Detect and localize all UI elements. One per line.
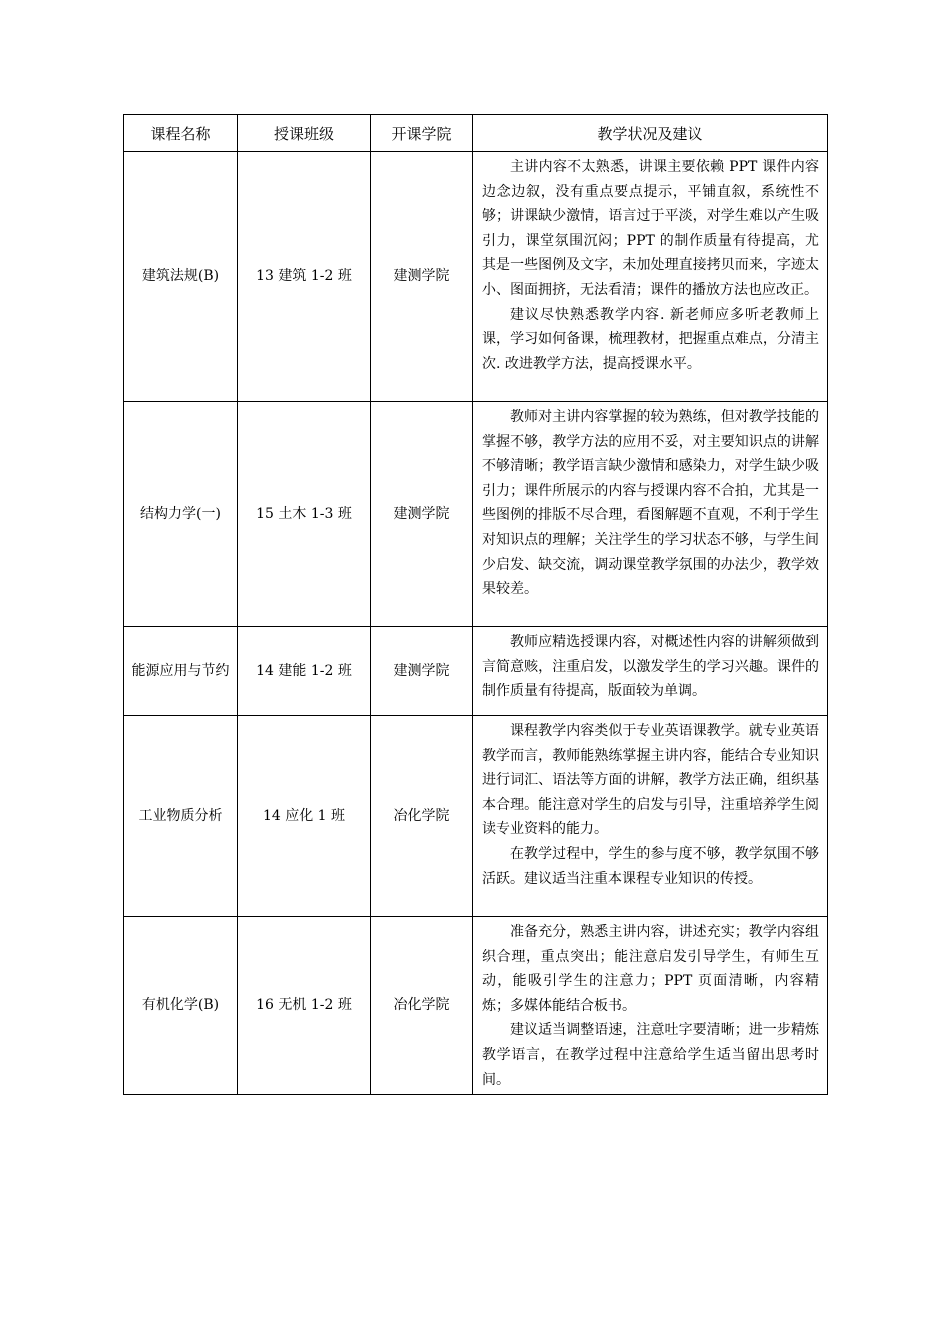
course-name-cell: 建筑法规(B) [124, 152, 238, 402]
table-row [124, 402, 828, 627]
remarks-paragraph: 教师对主讲内容掌握的较为熟练，但对教学技能的掌握不够，教学方法的应用不妥，对主要知识点的讲解不够清晰；教学语言缺少激情和感染力，对学生缺少吸引力；课件所展示的内容与授课内容不合拍，尤其是一些图例的排版不尽合理，看图解题不直观，不利于学生对知识点的理解；关注学生的学习状态不够，与学生间少启发、缺交流，调动课堂教学氛围的办法少，教学效果较差。 [482, 409, 819, 598]
remarks-cell [473, 152, 828, 402]
table-row [124, 152, 828, 402]
class-cell: 13 建筑 1-2 班 [238, 152, 371, 402]
header-row [124, 115, 828, 152]
class-cell: 14 建能 1-2 班 [238, 627, 371, 716]
remarks-paragraph: 主讲内容不太熟悉，讲课主要依赖 PPT 课件内容边念边叙，没有重点要点提示，平铺直叙，系统性不够；讲课缺少激情，语言过于平淡，对学生难以产生吸引力，课堂氛围沉闷；PPT 的制作质量有待提高，尤其是一些图例及文字，未加处理直接拷贝而来，字迹太小、图面拥挤，无法看清；课件的播放方法也应改正。 [482, 159, 819, 298]
header-course-name: 课程名称 [124, 115, 238, 152]
remarks-paragraph: 建议尽快熟悉教学内容. 新老师应多听老教师上课，学习如何备课，梳理教材，把握重点难点，分清主次. 改进教学方法，提高授课水平。 [482, 306, 819, 372]
table-row [124, 627, 828, 716]
college-cell: 建测学院 [371, 402, 473, 627]
teaching-evaluation-table [123, 114, 828, 1095]
college-cell: 建测学院 [371, 152, 473, 402]
remarks-cell [473, 402, 828, 627]
remarks-paragraph: 建议适当调整语速，注意吐字要清晰；进一步精炼教学语言，在教学过程中注意给学生适当留出思考时间。 [482, 1022, 819, 1088]
remarks-paragraph: 准备充分，熟悉主讲内容，讲述充实；教学内容组织合理，重点突出；能注意启发引导学生，有师生互动，能吸引学生的注意力；PPT 页面清晰，内容精炼；多媒体能结合板书。 [482, 924, 819, 1014]
course-name-cell: 能源应用与节约 [124, 627, 238, 716]
header-college: 开课学院 [371, 115, 473, 152]
table-row [124, 917, 828, 1095]
college-cell: 冶化学院 [371, 716, 473, 917]
remarks-paragraph: 教师应精选授课内容，对概述性内容的讲解须做到言简意赅，注重启发，以激发学生的学习兴趣。课件的制作质量有待提高，版面较为单调。 [482, 634, 819, 700]
class-cell: 14 应化 1 班 [238, 716, 371, 917]
remarks-cell [473, 627, 828, 716]
table-row [124, 716, 828, 917]
class-cell: 16 无机 1-2 班 [238, 917, 371, 1095]
college-cell: 建测学院 [371, 627, 473, 716]
header-remarks: 教学状况及建议 [473, 115, 828, 152]
header-class: 授课班级 [238, 115, 371, 152]
class-cell: 15 土木 1-3 班 [238, 402, 371, 627]
course-name-cell: 有机化学(B) [124, 917, 238, 1095]
remarks-cell [473, 716, 828, 917]
remarks-paragraph: 在教学过程中，学生的参与度不够，教学氛围不够活跃。建议适当注重本课程专业知识的传授。 [482, 845, 819, 887]
course-name-cell: 结构力学(一) [124, 402, 238, 627]
course-name-cell: 工业物质分析 [124, 716, 238, 917]
remarks-cell [473, 917, 828, 1095]
remarks-paragraph: 课程教学内容类似于专业英语课教学。就专业英语教学而言，教师能熟练掌握主讲内容，能结合专业知识进行词汇、语法等方面的讲解，教学方法正确，组织基本合理。能注意对学生的启发与引导，注重培养学生阅读专业资料的能力。 [482, 723, 819, 838]
college-cell: 冶化学院 [371, 917, 473, 1095]
